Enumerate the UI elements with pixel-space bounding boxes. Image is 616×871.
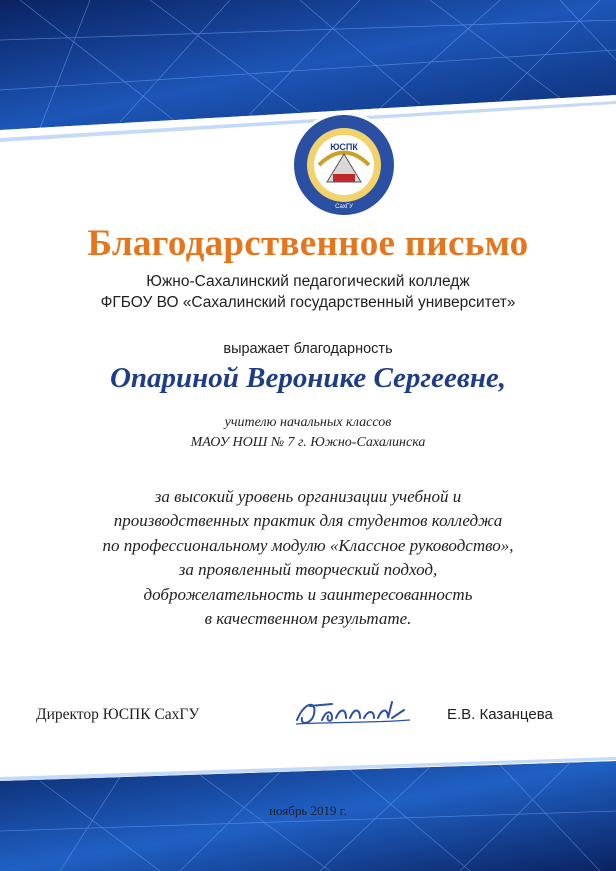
expresses-gratitude-text: выражает благодарность xyxy=(223,341,393,357)
emblem-abbr: ЮСПК xyxy=(330,142,358,152)
recipient-position-line-2: МАОУ НОШ № 7 г. Южно-Сахалинска xyxy=(190,435,426,450)
institution-line-2: ФГБОУ ВО «Сахалинский государственный университет» xyxy=(100,294,516,311)
reason-line: производственных практик для студентов колледжа xyxy=(113,511,503,530)
recipient-position-line-1: учителю начальных классов xyxy=(224,415,392,430)
institution-line-1: Южно-Сахалинский педагогический колледж xyxy=(146,273,470,290)
reason-line: за проявленный творческий подход, xyxy=(178,560,438,579)
reason-line: по профессиональному модулю «Классное руководство», xyxy=(102,536,514,555)
handwritten-signature xyxy=(292,692,422,732)
signatory-name: Е.В. Казанцева xyxy=(447,706,553,723)
reason-line: за высокий уровень организации учебной и xyxy=(154,487,462,506)
reason-line: доброжелательность и заинтересованность xyxy=(143,585,473,604)
recipient-name: Опариной Веронике Сергеевне, xyxy=(109,362,507,394)
emblem-bottom-text: СахГУ xyxy=(335,204,353,210)
reason-line: в качественном результате. xyxy=(204,609,412,628)
certificate-title: Благодарственное письмо xyxy=(87,223,529,264)
certificate-date: ноябрь 2019 г. xyxy=(269,803,347,818)
signatory-role: Директор ЮСПК СахГУ xyxy=(36,706,200,723)
college-emblem xyxy=(289,110,399,220)
